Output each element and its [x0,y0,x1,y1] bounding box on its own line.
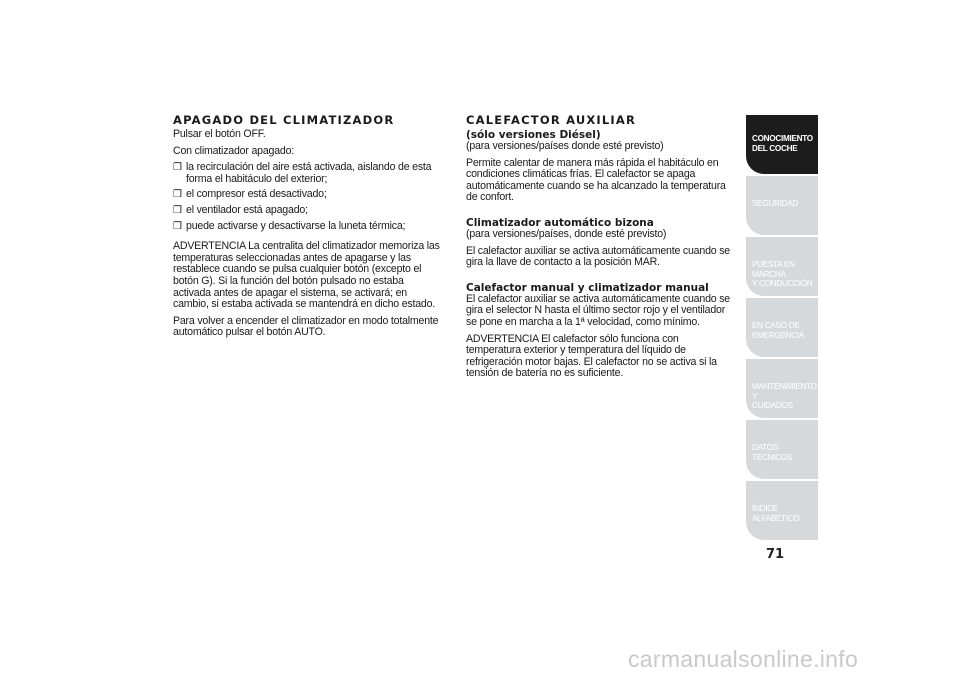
checkbox-bullet-icon: ❒ [173,162,182,174]
tab-seguridad[interactable]: SEGURIDAD [746,176,818,235]
tab-mantenimiento[interactable]: MANTENIMIENTO Y CUIDADOS [746,359,818,418]
section-title-calefactor: CALEFACTOR AUXILIAR [466,113,637,127]
checkbox-bullet-icon: ❒ [173,189,182,201]
checkbox-bullet-icon: ❒ [173,204,182,216]
paragraph-pulsar-off: Pulsar el botón OFF. [173,128,266,140]
note-versiones: (para versiones/países donde esté previsto) [466,140,664,152]
paragraph-con-climatizador: Con climatizador apagado: [173,144,295,157]
right-column [466,114,734,385]
subtitle-manual: Calefactor manual y climatizador manual [466,281,709,294]
warning-calefactor: ADVERTENCIA El calefactor sólo funciona con temperatura exterior y temperatura del líquido de refrigeración motor bajas. El calefactor no se activa si la tensión de batería no es suficiente. [466,332,717,380]
paragraph-permite: Permite calentar de manera más rápida el habitáculo en condiciones climáticas frías. El calefactor se apaga automáticamente cuando se ha alcanzado la temperatura de confort. [466,156,726,204]
subtitle-bizona: Climatizador automático bizona [466,216,654,229]
list-item: ❒ el ventilador está apagado; [173,203,308,216]
list-item: ❒ puede activarse y desactivarse la luneta térmica; [173,219,406,232]
tab-indice-alfabetico[interactable]: ÍNDICE ALFABÉTICO [746,481,818,540]
list-item: ❒ la recirculación del aire está activada, aislando de esta forma el habitáculo del exterior; [173,161,432,185]
checkbox-bullet-icon: ❒ [173,220,182,232]
tab-emergencia[interactable]: EN CASO DE EMERGENCIA [746,298,818,357]
page-number: 71 [765,547,785,562]
warning-centralita: ADVERTENCIA La centralita del climatizador memoriza las temperaturas seleccionadas antes de apagarse y las restablece cuando se pulsa cualquier botón (excepto el botón G). Si la función del botón pulsado no estaba activada antes de apagar el sistema, se activará; en cambio, si estaba activada se mantendrá en dicho estado. [173,240,440,311]
tab-datos-tecnicos[interactable]: DATOS TÉCNICOS [746,420,818,479]
note-bizona: (para versiones/países, donde esté previsto) [466,227,667,240]
watermark: carmanualsonline.info [628,646,859,672]
chapter-tabs [746,115,818,542]
paragraph-auto: Para volver a encender el climatizador en modo totalmente automático pulsar el botón AUTO. [173,314,439,339]
paragraph-bizona: El calefactor auxiliar se activa automáticamente cuando se gira la llave de contacto a la posición MAR. [466,244,730,269]
subtitle-diesel: (sólo versiones Diésel) [466,129,601,141]
section-title-apagado: APAGADO DEL CLIMATIZADOR [173,113,395,127]
left-column [173,114,441,344]
tab-conocimiento[interactable]: CONOCIMIENTO DEL COCHE [746,115,818,174]
bullet-list [173,162,441,232]
tab-puesta-en-marcha[interactable]: PUESTA EN MARCHA Y CONDUCCIÓN [746,237,818,296]
list-item: ❒ el compresor está desactivado; [173,188,327,201]
paragraph-manual: El calefactor auxiliar se activa automáticamente cuando se gira el selector N hasta el último sector rojo y el ventilador se pone en marcha a la 1ª velocidad, como mínimo. [466,292,730,328]
